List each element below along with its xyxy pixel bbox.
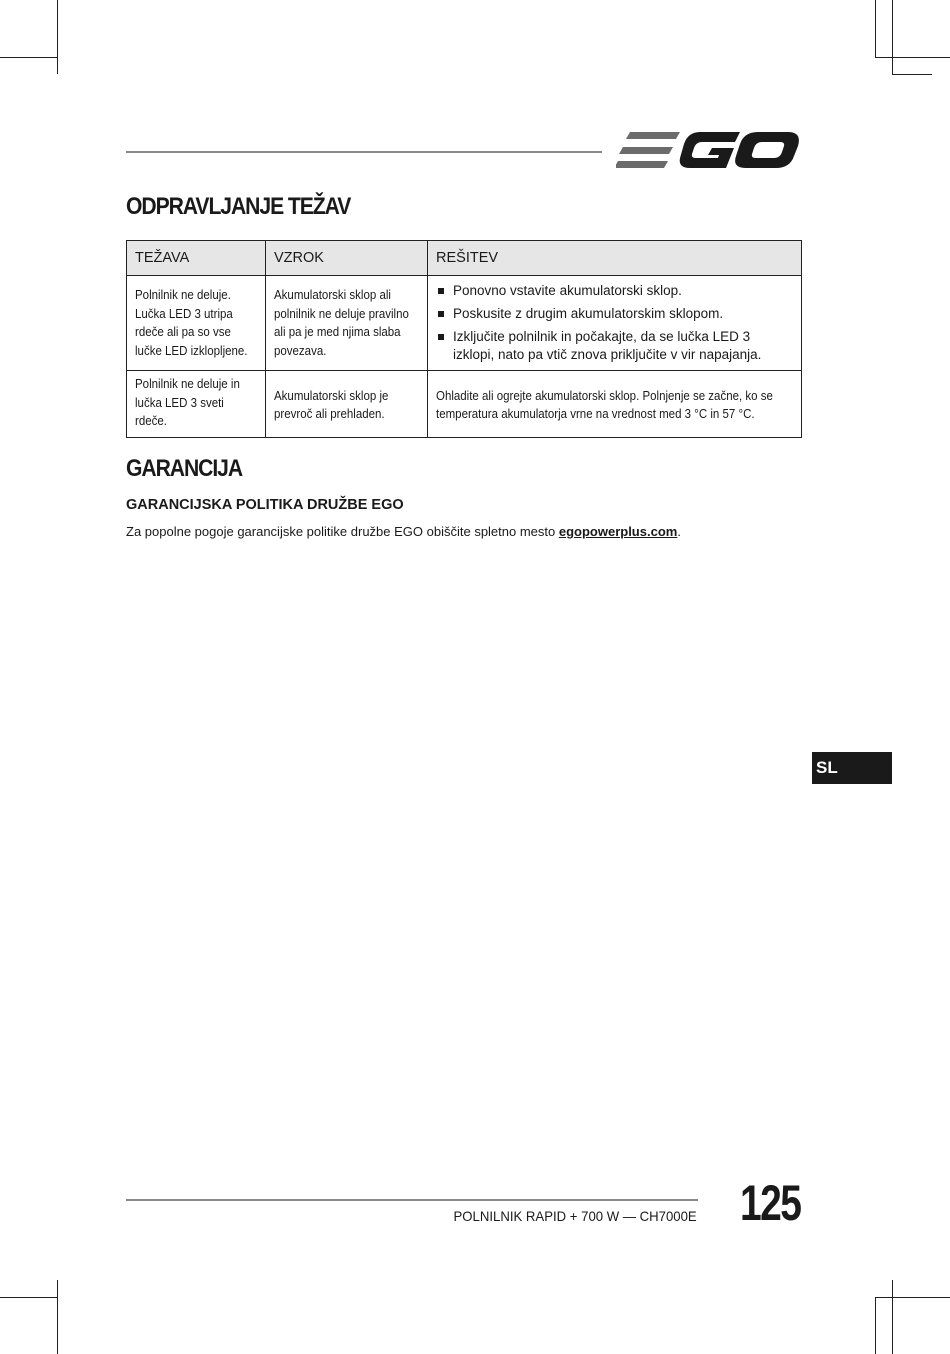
solution-text: Ohladite ali ogrejte akumulatorski sklop. Polnjenje se začne, ko se temperatura akumulatorja vrne na vrednost med 3 °C in 57 °C. (436, 388, 773, 422)
header-rule (126, 151, 602, 153)
solution-list (436, 282, 793, 364)
page-number: 125 (739, 1175, 800, 1231)
solution-item: Poskusite z drugim akumulatorskim sklopom. (436, 305, 793, 323)
troubleshooting-table (126, 240, 802, 438)
crop-mark (0, 1297, 57, 1298)
warranty-title: GARANCIJA (126, 455, 243, 482)
cause-cell (266, 371, 428, 438)
problem-cell (127, 371, 266, 438)
solution-item: Izključite polnilnik in počakajte, da se lučka LED 3 izklopi, nato pa vtič znova priključite v vir napajanja. (436, 328, 793, 364)
warranty-subtitle: GARANCIJSKA POLITIKA DRUŽBE EGO (126, 497, 404, 513)
footer-product-name: POLNILNIK RAPID + 700 W — CH7000E (453, 1208, 697, 1224)
footer-rule (126, 1199, 698, 1201)
cause-cell (266, 276, 428, 371)
crop-mark (57, 0, 58, 74)
warranty-text-before: Za popolne pogoje garancijske politike družbe EGO obiščite spletno mesto (126, 524, 559, 539)
problem-text: Polnilnik ne deluje. Lučka LED 3 utripa rdeče ali pa so vse lučke LED izklopljene. (135, 288, 248, 358)
website-link[interactable]: egopowerplus.com (558, 524, 678, 539)
problem-cell (127, 276, 266, 371)
problem-text: Polnilnik ne deluje in lučka LED 3 sveti rdeče. (135, 377, 240, 428)
crop-mark (875, 0, 876, 57)
crop-mark (0, 57, 57, 58)
table-row (127, 276, 802, 371)
crop-mark (875, 1297, 950, 1298)
table-header-row (127, 241, 802, 276)
column-header: TEŽAVA (127, 241, 266, 276)
language-tab: SL (812, 752, 892, 784)
crop-mark (875, 57, 950, 58)
crop-mark (875, 1297, 876, 1354)
page-title: ODPRAVLJANJE TEŽAV (126, 193, 351, 220)
column-header: REŠITEV (428, 241, 802, 276)
solution-cell (428, 371, 802, 438)
warranty-text (126, 524, 681, 539)
solution-item: Ponovno vstavite akumulatorski sklop. (436, 282, 793, 300)
ego-logo (616, 128, 800, 172)
table-row (127, 371, 802, 438)
crop-mark (892, 74, 932, 75)
crop-mark (57, 1280, 58, 1354)
warranty-text-after: . (677, 524, 681, 539)
crop-mark (892, 1280, 893, 1354)
cause-text: Akumulatorski sklop je prevroč ali prehladen. (274, 388, 389, 422)
crop-mark (892, 0, 893, 74)
solution-cell (428, 276, 802, 371)
column-header: VZROK (266, 241, 428, 276)
cause-text: Akumulatorski sklop ali polnilnik ne deluje pravilno ali pa je med njima slaba povezava. (274, 288, 409, 358)
